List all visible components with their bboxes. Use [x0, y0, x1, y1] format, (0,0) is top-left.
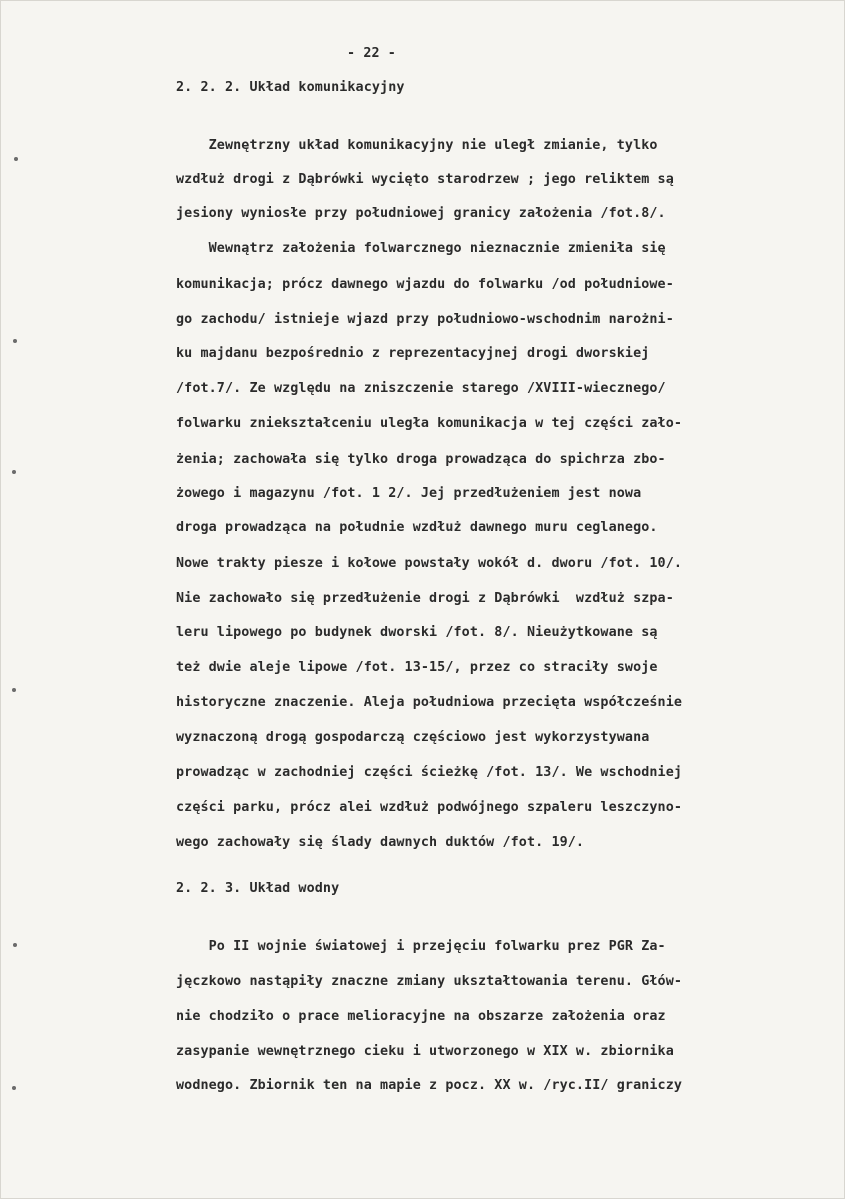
text-line: zasypanie wewnętrznego cieku i utworzonego w XIX w. zbiornika	[176, 1044, 674, 1059]
text-line: go zachodu/ istnieje wjazd przy południowo-wschodnim narożni-	[176, 312, 674, 327]
text-line: komunikacja; prócz dawnego wjazdu do folwarku /od południowe-	[176, 277, 674, 292]
text-line: części parku, prócz alei wzdłuż podwójnego szpaleru leszczyno-	[176, 800, 683, 815]
text-line: żenia; zachowała się tylko droga prowadząca do spichrza zbo-	[176, 452, 666, 467]
text-line: folwarku zniekształceniu uległa komunikacja w tej części zało-	[176, 416, 683, 431]
text-line: wodnego. Zbiornik ten na mapie z pocz. XX w. /ryc.II/ graniczy	[176, 1078, 683, 1093]
text-line: Zewnętrzny układ komunikacyjny nie uległ zmianie, tylko	[176, 138, 658, 153]
text-line: wego zachowały się ślady dawnych duktów /fot. 19/.	[176, 835, 585, 850]
scan-speck	[13, 943, 17, 947]
text-line: Nowe trakty piesze i kołowe powstały wokół d. dworu /fot. 10/.	[176, 556, 683, 571]
text-line: jesiony wyniosłe przy południowej granicy założenia /fot.8/.	[176, 206, 666, 221]
text-line: historyczne znaczenie. Aleja południowa przecięta współcześnie	[176, 695, 683, 710]
text-line: leru lipowego po budynek dworski /fot. 8/. Nieużytkowane są	[176, 625, 658, 640]
scan-speck	[12, 688, 16, 692]
section-heading-water: 2. 2. 3. Układ wodny	[176, 881, 340, 896]
text-line: Wewnątrz założenia folwarcznego nieznacznie zmieniła się	[176, 241, 666, 256]
scan-speck	[14, 157, 18, 161]
scan-speck	[12, 1086, 16, 1090]
text-line: nie chodziło o prace melioracyjne na obszarze założenia oraz	[176, 1009, 666, 1024]
text-line: Nie zachowało się przedłużenie drogi z Dąbrówki wzdłuż szpa-	[176, 591, 674, 606]
text-line: droga prowadząca na południe wzdłuż dawnego muru ceglanego.	[176, 520, 658, 535]
text-line: jęczkowo nastąpiły znaczne zmiany ukształtowania terenu. Głów-	[176, 974, 683, 989]
text-line: prowadząc w zachodniej części ścieżkę /fot. 13/. We wschodniej	[176, 765, 683, 780]
text-line: wzdłuż drogi z Dąbrówki wycięto starodrzew ; jego reliktem są	[176, 172, 674, 187]
page-number: - 22 -	[347, 46, 396, 61]
text-line: /fot.7/. Ze względu na zniszczenie starego /XVIII-wiecznego/	[176, 381, 666, 396]
text-line: wyznaczoną drogą gospodarczą częściowo jest wykorzystywana	[176, 730, 650, 745]
text-line: Po II wojnie światowej i przejęciu folwarku prez PGR Za-	[176, 939, 666, 954]
text-line: też dwie aleje lipowe /fot. 13-15/, przez co straciły swoje	[176, 660, 658, 675]
text-line: żowego i magazynu /fot. 1 2/. Jej przedłużeniem jest nowa	[176, 486, 642, 501]
scan-speck	[12, 470, 16, 474]
section-heading-communication: 2. 2. 2. Układ komunikacyjny	[176, 80, 405, 95]
scan-speck	[13, 339, 17, 343]
text-line: ku majdanu bezpośrednio z reprezentacyjnej drogi dworskiej	[176, 346, 650, 361]
